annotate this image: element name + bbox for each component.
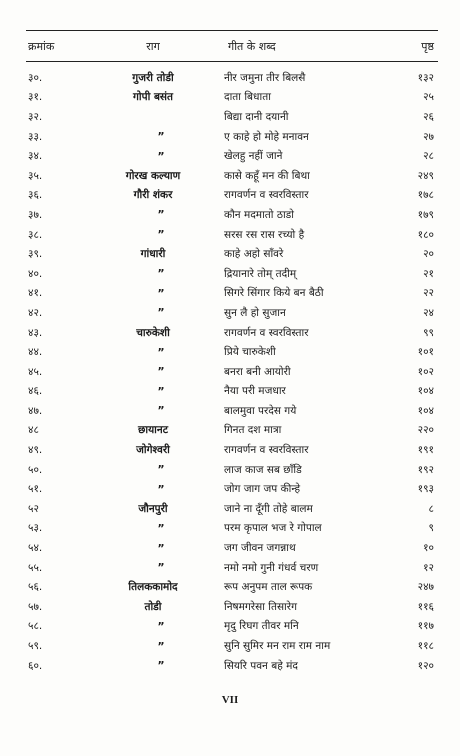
page-number: १०४ — [417, 385, 434, 398]
song-words: प्रिये चारुकेशी — [224, 346, 276, 359]
table-row — [26, 558, 438, 578]
song-words: सियरि पवन बहे मंद — [224, 659, 298, 672]
song-words: कौन मदमातो ठाडो — [224, 208, 295, 221]
serial-number: ३१. — [28, 91, 43, 104]
serial-number: ४६. — [28, 385, 43, 398]
page-number: २४९ — [417, 169, 434, 182]
serial-number: ५०. — [28, 463, 43, 476]
raga-name: तोडी — [144, 600, 162, 613]
page-number: १२० — [417, 659, 434, 672]
raga-name: जौनपुरी — [138, 502, 168, 515]
table-row — [26, 146, 438, 166]
song-words: नैया परी मजधार — [224, 385, 286, 398]
serial-number: ५१. — [28, 483, 43, 496]
serial-number: ३६. — [28, 189, 43, 202]
song-words: बनरा बनी आयोरी — [224, 365, 291, 378]
table-row — [26, 225, 438, 245]
raga-name: ” — [157, 639, 165, 653]
song-words: खेलहु नहीं जाने — [224, 150, 283, 163]
song-words: द्रियानारे तोम् तदीम् — [224, 267, 297, 280]
table-row — [26, 166, 438, 186]
page-number: २२० — [417, 424, 434, 437]
serial-number: ५४. — [28, 542, 43, 555]
raga-name: गौरी शंकर — [133, 189, 173, 202]
header-raga: राग — [146, 39, 160, 53]
header-serial: क्रमांक — [28, 39, 55, 53]
header-page: पृष्ठ — [421, 39, 434, 53]
song-words: जाने ना दूँगी तोहे बालम — [224, 502, 313, 515]
song-words: रागवर्णन व स्वरविस्तार — [224, 326, 309, 339]
song-words: जोग जाग जप कीन्हे — [224, 483, 301, 496]
table-row — [26, 127, 438, 147]
page-number: १७९ — [417, 208, 434, 221]
song-words: जग जीवन जगन्नाथ — [224, 542, 296, 555]
table-row — [26, 323, 438, 343]
serial-number: ३८. — [28, 228, 43, 241]
serial-number: ४३. — [28, 326, 43, 339]
table-row — [26, 107, 438, 127]
table-row — [26, 519, 438, 539]
serial-number: ३३. — [28, 130, 43, 143]
page-number: ११८ — [417, 640, 434, 653]
table-body — [26, 62, 438, 675]
raga-name: ” — [157, 659, 165, 673]
raga-name: ” — [157, 306, 165, 320]
serial-number: ६०. — [28, 659, 43, 672]
page-number: १०२ — [417, 365, 434, 378]
raga-name: ” — [157, 208, 165, 222]
song-words: कासे कहूँ मन की बिथा — [224, 169, 310, 182]
table-row — [26, 617, 438, 637]
serial-number: ५२ — [28, 502, 39, 515]
page-number: २४७ — [417, 581, 434, 594]
page-number: २७ — [423, 130, 434, 143]
raga-name: ” — [157, 561, 165, 575]
raga-name: गांधारी — [140, 248, 166, 261]
page-number: १२ — [423, 561, 434, 574]
serial-number: ४०. — [28, 267, 43, 280]
page-number: १०४ — [417, 404, 434, 417]
song-words: लाज काज सब छाँडि — [224, 463, 302, 476]
raga-name: गुजरी तोडी — [132, 71, 174, 84]
page-number: २१ — [423, 267, 434, 280]
table-row — [26, 205, 438, 225]
table-row — [26, 577, 438, 597]
serial-number: ३४. — [28, 150, 43, 163]
table-row — [26, 479, 438, 499]
page-folio: VII — [221, 694, 239, 706]
serial-number: ५३. — [28, 522, 43, 535]
raga-name: छायानट — [137, 424, 168, 437]
raga-name: ” — [157, 286, 165, 300]
raga-name: जोगेश्वरी — [136, 444, 170, 457]
page-number: २६ — [423, 110, 434, 123]
table-row — [26, 264, 438, 284]
page-number: ९९ — [423, 326, 434, 339]
table-row — [26, 597, 438, 617]
table-row — [26, 499, 438, 519]
table-row — [26, 88, 438, 108]
raga-name: ” — [157, 365, 165, 379]
song-words: रूप अनुपम ताल रूपक — [224, 581, 313, 594]
raga-name: ” — [157, 404, 165, 418]
table-row — [26, 244, 438, 264]
page-number: १७८ — [417, 189, 434, 202]
raga-name: तिलककामोद — [128, 581, 178, 594]
raga-name: ” — [157, 541, 165, 555]
serial-number: ४१. — [28, 287, 43, 300]
index-table — [26, 30, 438, 675]
raga-name: ” — [157, 149, 165, 163]
table-row — [26, 440, 438, 460]
header-words: गीत के शब्द — [228, 39, 276, 53]
serial-number: ५६. — [28, 581, 43, 594]
table-row — [26, 362, 438, 382]
page-number: १९२ — [417, 463, 434, 476]
serial-number: ४९. — [28, 444, 43, 457]
song-words: सिगरे सिंगार किये बन बैठी — [224, 287, 324, 300]
song-words: ए काहे हो मोहे मनावन — [224, 130, 309, 143]
raga-name: ” — [157, 384, 165, 398]
page-number: १०१ — [417, 346, 434, 359]
table-row — [26, 342, 438, 362]
page-number: ८ — [428, 502, 434, 515]
song-words: सुन लै हो सुजान — [224, 306, 286, 319]
page-number: ११६ — [417, 600, 434, 613]
serial-number: ४२. — [28, 306, 43, 319]
table-header — [26, 31, 438, 61]
song-words: बालमुवा परदेस गये — [224, 404, 297, 417]
table-row — [26, 421, 438, 441]
table-row — [26, 284, 438, 304]
serial-number: ३५. — [28, 169, 43, 182]
serial-number: ५९. — [28, 640, 43, 653]
song-words: सरस रस रास रच्यो है — [224, 228, 305, 241]
table-row — [26, 303, 438, 323]
serial-number: ४७. — [28, 404, 43, 417]
song-words: नमो नमो गुनी गंधर्व चरण — [224, 561, 319, 574]
table-row — [26, 656, 438, 676]
table-row — [26, 382, 438, 402]
raga-name: ” — [157, 228, 165, 242]
serial-number: ३०. — [28, 71, 43, 84]
page-number: ११७ — [417, 620, 434, 633]
song-words: गिनत दश मात्रा — [224, 424, 282, 437]
page-number: २२ — [423, 287, 434, 300]
table-row — [26, 186, 438, 206]
song-words: परम कृपाल भज रे गोपाल — [224, 522, 322, 535]
song-words: बिद्या दानी दयानी — [224, 110, 289, 123]
song-words: सुनि सुमिर मन राम राम नाम — [224, 640, 331, 653]
serial-number: ५७. — [28, 600, 43, 613]
serial-number: ५८. — [28, 620, 43, 633]
raga-name: चारुकेशी — [136, 326, 170, 339]
song-words: मृदु रिघग तीवर मनि — [224, 620, 299, 633]
page-number: १३२ — [417, 71, 434, 84]
page-number: २० — [423, 248, 434, 261]
serial-number: ४४. — [28, 346, 43, 359]
page-number: १९१ — [417, 444, 434, 457]
raga-name: ” — [157, 130, 165, 144]
serial-number: ३९. — [28, 248, 43, 261]
song-words: दाता बिधाता — [224, 91, 271, 104]
raga-name: ” — [157, 267, 165, 281]
raga-name: ” — [157, 463, 165, 477]
table-row — [26, 636, 438, 656]
raga-name: ” — [157, 482, 165, 496]
page-number: २८ — [423, 150, 434, 163]
serial-number: ३२. — [28, 110, 43, 123]
page-number: १८० — [417, 228, 434, 241]
table-row — [26, 68, 438, 88]
serial-number: ४५. — [28, 365, 43, 378]
song-words: काहे अहो साँवरे — [224, 248, 284, 261]
serial-number: ४८ — [28, 424, 39, 437]
raga-name: गोरख कल्याण — [125, 169, 181, 182]
raga-name: ” — [157, 345, 165, 359]
page-number: २५ — [423, 91, 434, 104]
page-number: १९३ — [417, 483, 434, 496]
serial-number: ५५. — [28, 561, 43, 574]
song-words: रागवर्णन व स्वरविस्तार — [224, 189, 309, 202]
table-row — [26, 401, 438, 421]
page-number: ९ — [428, 522, 434, 535]
page-number: २४ — [423, 306, 434, 319]
raga-name: ” — [157, 619, 165, 633]
table-row — [26, 460, 438, 480]
page-number: १० — [423, 542, 434, 555]
raga-name: ” — [157, 521, 165, 535]
song-words: निषमगरेसा तिसारेग — [224, 600, 297, 613]
song-words: रागवर्णन व स्वरविस्तार — [224, 444, 309, 457]
table-row — [26, 538, 438, 558]
raga-name: गोपी बसंत — [132, 91, 174, 104]
serial-number: ३७. — [28, 208, 43, 221]
song-words: नीर जमुना तीर बिलसै — [224, 71, 306, 84]
